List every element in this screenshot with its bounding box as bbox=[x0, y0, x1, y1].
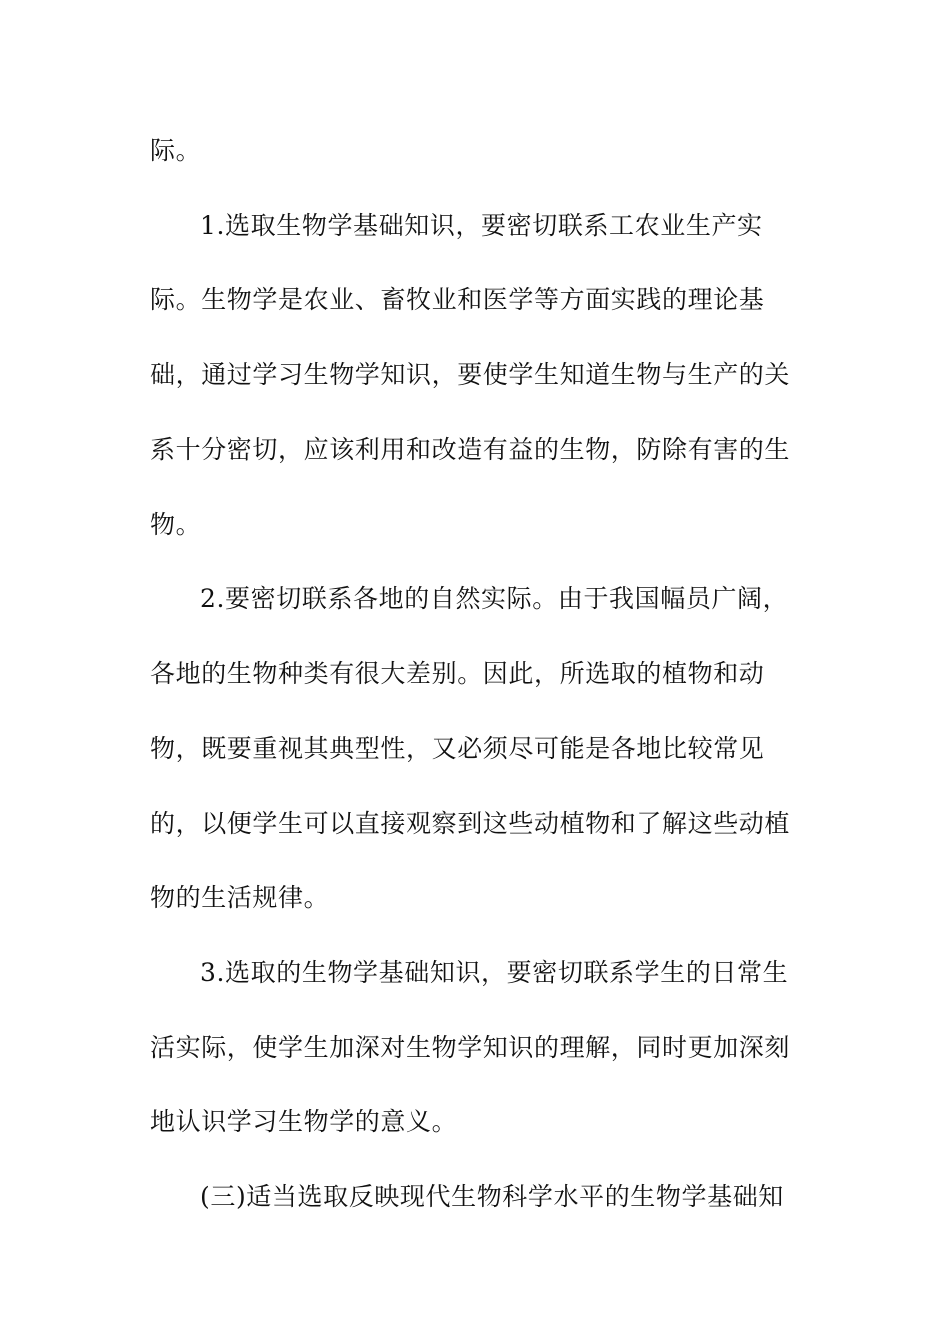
text-line: 活实际，使学生加深对生物学知识的理解，同时更加深刻 bbox=[150, 1033, 791, 1062]
text-line: 础，通过学习生物学知识，要使学生知道生物与生产的关 bbox=[150, 360, 791, 389]
text-line: 系十分密切，应该利用和改造有益的生物，防除有害的生 bbox=[150, 435, 791, 464]
text-line: 物，既要重视其典型性，又必须尽可能是各地比较常见 bbox=[150, 734, 765, 763]
text-line: 物的生活规律。 bbox=[150, 883, 330, 912]
text-line: 3.选取的生物学基础知识，要密切联系学生的日常生 bbox=[200, 958, 789, 987]
text-line: (三)适当选取反映现代生物科学水平的生物学基础知 bbox=[200, 1182, 784, 1211]
text-line: 2.要密切联系各地的自然实际。由于我国幅员广阔， bbox=[200, 584, 789, 613]
text-line: 的，以便学生可以直接观察到这些动植物和了解这些动植 bbox=[150, 809, 791, 838]
text-line: 际。生物学是农业、畜牧业和医学等方面实践的理论基 bbox=[150, 285, 765, 314]
text-line: 地认识学习生物学的意义。 bbox=[150, 1107, 458, 1136]
text-line: 物。 bbox=[150, 510, 202, 539]
text-line: 际。 bbox=[150, 136, 202, 165]
text-line: 1.选取生物学基础知识，要密切联系工农业生产实 bbox=[200, 211, 763, 240]
text-line: 各地的生物种类有很大差别。因此，所选取的植物和动 bbox=[150, 659, 765, 688]
